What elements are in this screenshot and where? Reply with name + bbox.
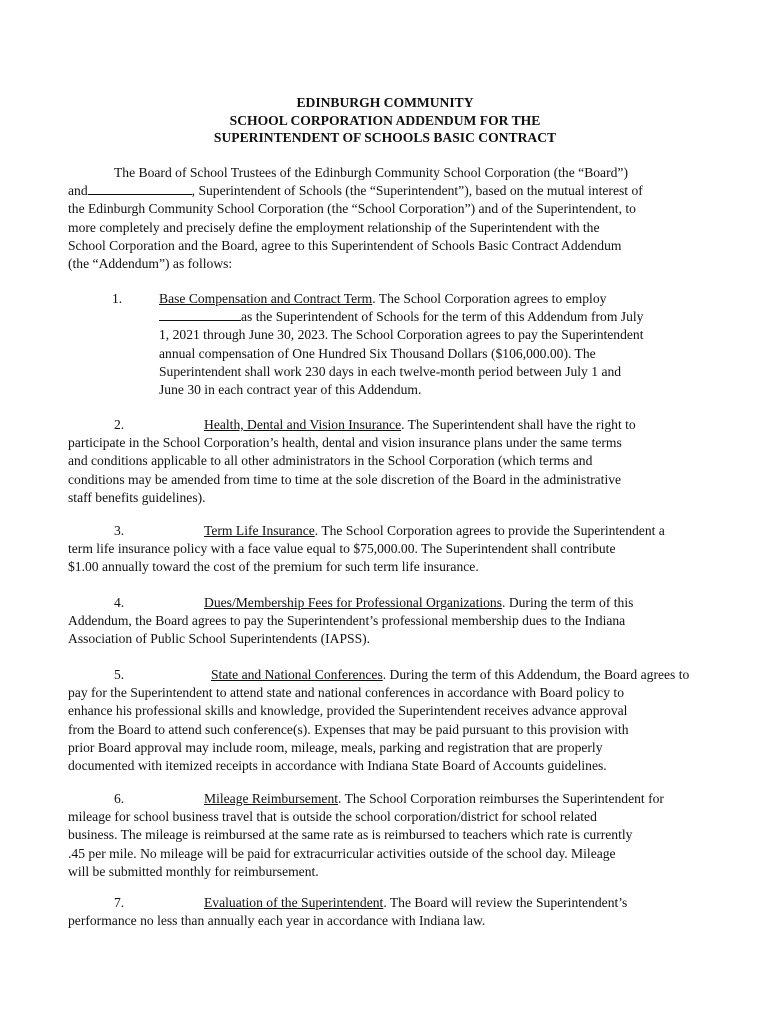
section-line: 1, 2021 through June 30, 2023. The School Corporation agrees to pay the Superintendent [159,327,644,343]
section-line: 2. Health, Dental and Vision Insurance. The Superintendent shall have the right to [68,416,704,434]
section-number: 4. [114,595,125,610]
title-line-3: SUPERINTENDENT OF SCHOOLS BASIC CONTRACT [213,130,557,145]
section-number: 1. [112,291,123,306]
section-line: conditions may be amended from time to time at the sole discretion of the Board in the administrative [68,471,622,487]
section-line: term life insurance policy with a face value equal to $75,000.00. The Superintendent shall contribute [68,541,616,557]
section-line: annual compensation of One Hundred Six Thousand Dollars ($106,000.00). The [159,345,596,361]
intro-line: more completely and precisely define the employment relationship of the Superintendent with the [68,219,600,235]
title-line-1: EDINBURGH COMMUNITY [296,95,474,110]
section-line: 4. Dues/Membership Fees for Professional Organizations. During the term of this [68,594,704,612]
section-line: June 30 in each contract year of this Addendum. [159,382,422,398]
section-heading: Evaluation of the Superintendent [204,895,384,910]
section-line: Superintendent shall work 230 days in each twelve-month period between July 1 and [159,363,622,379]
section-line: Addendum, the Board agrees to pay the Superintendent’s professional membership dues to the Indiana [68,613,626,629]
section-line: staff benefits guidelines). [68,489,206,505]
section-line: Base Compensation and Contract Term. The School Corporation agrees to employ [159,291,607,306]
section-7 [68,894,704,930]
section-heading: Dues/Membership Fees for Professional Organizations [204,595,503,610]
section-line: documented with itemized receipts in accordance with Indiana State Board of Accounts guidelines. [68,758,607,774]
section-line: performance no less than annually each year in accordance with Indiana law. [68,913,486,929]
section-line: .45 per mile. No mileage will be paid for extracurricular activities outside of the school day. Mileage [68,845,616,861]
section-number: 2. [114,417,125,432]
section-number: 7. [114,895,125,910]
name-blank [159,309,241,321]
section-line: 7. Evaluation of the Superintendent. The Board will review the Superintendent’s [68,894,704,912]
section-line: 5. State and National Conferences. During the term of this Addendum, the Board agrees to [68,666,704,684]
section-line: from the Board to attend such conference(s). Expenses that may be paid pursuant to this provision with [68,721,629,737]
section-number: 6. [114,791,125,806]
intro-line: The Board of School Trustees of the Edinburgh Community School Corporation (the “Board”) [114,165,628,180]
section-line: will be submitted monthly for reimbursement. [68,863,319,879]
section-line: as the Superintendent of Schools for the term of this Addendum from July [159,308,719,326]
section-line: prior Board approval may include room, mileage, meals, parking and registration that are properly [68,739,603,755]
section-heading: State and National Conferences [211,667,383,682]
section-heading: Mileage Reimbursement [204,791,339,806]
section-line: business. The mileage is reimbursed at the same rate as is reimbursed to teachers which rate is currently [68,827,633,843]
document-title [0,94,770,147]
section-4 [68,594,704,649]
section-6 [68,790,704,881]
section-line: pay for the Superintendent to attend state and national conferences in accordance with Board policy to [68,685,625,701]
section-line: $1.00 annually toward the cost of the premium for such term life insurance. [68,559,479,575]
name-blank [88,183,192,195]
section-line: participate in the School Corporation’s health, dental and vision insurance plans under the same terms [68,435,622,451]
section-line: 6. Mileage Reimbursement. The School Corporation reimburses the Superintendent for [68,790,704,808]
section-heading: Term Life Insurance [204,523,315,538]
title-line-2: SCHOOL CORPORATION ADDENDUM FOR THE [229,112,541,128]
section-line: Association of Public School Superintendents (IAPSS). [68,631,371,647]
section-line: enhance his professional skills and knowledge, provided the Superintendent receives advance approval [68,703,628,719]
section-line: mileage for school business travel that is outside the school corporation/district for school related [68,809,597,825]
section-heading: Health, Dental and Vision Insurance [204,417,402,432]
intro-and: and [68,183,88,199]
section-number: 3. [114,523,125,538]
intro-line: the Edinburgh Community School Corporation (the “School Corporation”) and of the Superintendent, to [68,201,636,217]
intro-line: (the “Addendum”) as follows: [68,256,233,272]
section-heading: Base Compensation and Contract Term [159,291,373,306]
section-5 [68,666,704,775]
intro-line [68,182,704,200]
section-2 [68,416,704,507]
section-number: 5. [114,667,125,682]
intro-paragraph [68,164,704,273]
intro-line: School Corporation and the Board, agree to this Superintendent of Schools Basic Contract Addendum [68,237,622,253]
section-3 [68,522,704,577]
section-line: 3. Term Life Insurance. The School Corporation agrees to provide the Superintendent a [68,522,704,540]
intro-line-rest: , Superintendent of Schools (the “Superintendent”), based on the mutual interest of [191,183,643,199]
section-line: and conditions applicable to all other administrators in the School Corporation (which terms and [68,453,593,469]
